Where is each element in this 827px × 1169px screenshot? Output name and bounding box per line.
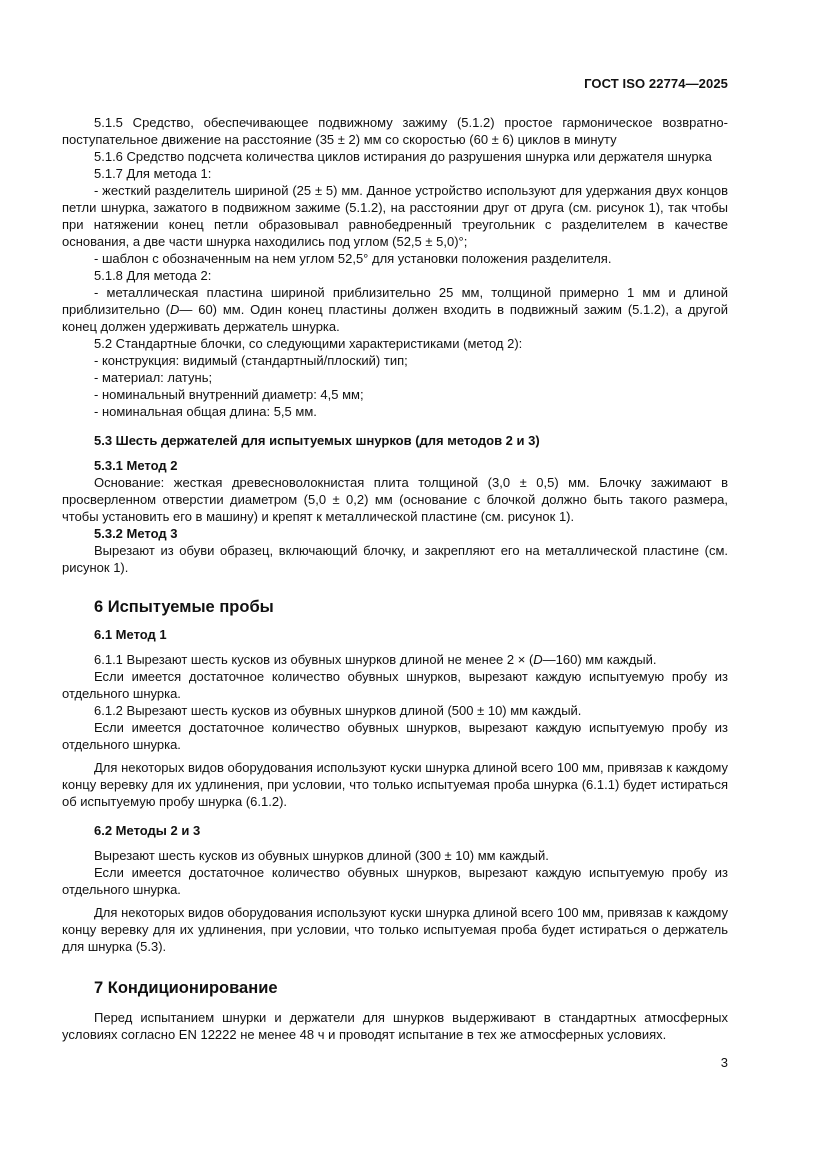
list-item: - металлическая пластина шириной приблизительно 25 мм, толщиной примерно 1 мм и длиной приблизительно (D— 60) мм. Один конец пластины должен входить в подвижный зажим (5.1.2), а другой конец должен удерживать держатель шнурка. <box>62 285 728 334</box>
section-6-title: 6 Испытуемые пробы <box>94 598 274 616</box>
paragraph-6-1-2-b: Если имеется достаточное количество обувных шнурков, вырезают каждую испытуемую пробу из отдельного шнурка. <box>62 720 728 752</box>
section-7-title: 7 Кондиционирование <box>94 979 278 997</box>
paragraph-5-3-2: Вырезают из обуви образец, включающий блочку, и закрепляют его на металлической пластине (см. рисунок 1). <box>62 543 728 575</box>
heading-6-2: 6.2 Методы 2 и 3 <box>94 823 201 838</box>
paragraph-6-1-1: 6.1.1 Вырезают шесть кусков из обувных шнурков длиной не менее 2 × (D—160) мм каждый. <box>94 652 657 667</box>
standard-header: ГОСТ ISO 22774—2025 <box>584 76 728 91</box>
d-symbol: D <box>170 302 180 317</box>
list-item: - шаблон с обозначенным на нем углом 52,5° для установки положения разделителя. <box>94 251 612 266</box>
paragraph-5-1-8: 5.1.8 Для метода 2: <box>94 268 212 283</box>
paragraph-5-1-5: 5.1.5 Средство, обеспечивающее подвижному зажиму (5.1.2) простое гармоническое возвратно-поступательное движение на расстояние (35 ± 2) мм со скоростью (60 ± 6) циклов в минуту <box>62 115 728 147</box>
paragraph-5-3-1: Основание: жесткая древесноволокнистая плита толщиной (3,0 ± 0,5) мм. Блочку зажимают в просверленном отверстии диаметром (5,0 ± 0,2) мм (основание с блочкой должно быть такого размера, чтобы установить его в машину) и крепят к металлической пластине (см. рисунок 1). <box>62 475 728 524</box>
document-body <box>62 114 728 1043</box>
d-symbol: D <box>533 652 543 667</box>
paragraph-6-2-a: Вырезают шесть кусков из обувных шнурков длиной (300 ± 10) мм каждый. <box>94 848 549 863</box>
page-number: 3 <box>720 1055 728 1070</box>
paragraph-6-1-1-b: Если имеется достаточное количество обувных шнурков, вырезают каждую испытуемую пробу из отдельного шнурка. <box>62 669 728 701</box>
list-item: - номинальная общая длина: 5,5 мм. <box>94 404 317 419</box>
heading-6-1: 6.1 Метод 1 <box>94 627 167 642</box>
heading-5-3-1: 5.3.1 Метод 2 <box>94 458 178 473</box>
paragraph-6-2-c: Для некоторых видов оборудования используют куски шнурка длиной всего 100 мм, привязав к каждому концу веревку для их удлинения, при условии, что только испытуемая проба будет истираться о держатель для шнурка (5.3). <box>62 905 728 954</box>
paragraph-5-1-7: 5.1.7 Для метода 1: <box>94 166 212 181</box>
paragraph-5-1-6: 5.1.6 Средство подсчета количества циклов истирания до разрушения шнурка или держателя шнурка <box>94 149 712 164</box>
paragraph-6-1-c: Для некоторых видов оборудования используют куски шнурка длиной всего 100 мм, привязав к каждому концу веревку для их удлинения, при условии, что только испытуемая проба шнурка (6.1.1) будет истираться об испытуемую пробу шнурка (6.1.2). <box>62 760 728 809</box>
paragraph-7: Перед испытанием шнурки и держатели для шнурков выдерживают в стандартных атмосферных условиях согласно EN 12222 не менее 48 ч и проводят испытание в тех же атмосферных условиях. <box>62 1010 728 1042</box>
list-item: - материал: латунь; <box>94 370 213 385</box>
list-item: - номинальный внутренний диаметр: 4,5 мм; <box>94 387 364 402</box>
heading-5-3: 5.3 Шесть держателей для испытуемых шнурков (для методов 2 и 3) <box>94 433 540 448</box>
list-item: - жесткий разделитель шириной (25 ± 5) мм. Данное устройство используют для удержания двух концов петли шнурка, зажатого в подвижном зажиме (5.1.2), на расстоянии друг от друга (см. рисунок 1), так чтобы при натяжении конец петли образовывал равнобедренный треугольник с разделителем в качестве основания, а две части шнурка находились под углом (52,5 ± 5,0)°; <box>62 183 728 249</box>
paragraph-5-2: 5.2 Стандартные блочки, со следующими характеристиками (метод 2): <box>94 336 523 351</box>
paragraph-6-2-b: Если имеется достаточное количество обувных шнурков, вырезают каждую испытуемую пробу из отдельного шнурка. <box>62 865 728 897</box>
paragraph-6-1-2: 6.1.2 Вырезают шесть кусков из обувных шнурков длиной (500 ± 10) мм каждый. <box>94 703 582 718</box>
list-item: - конструкция: видимый (стандартный/плоский) тип; <box>94 353 408 368</box>
heading-5-3-2: 5.3.2 Метод 3 <box>94 526 178 541</box>
document-page <box>62 0 728 1169</box>
